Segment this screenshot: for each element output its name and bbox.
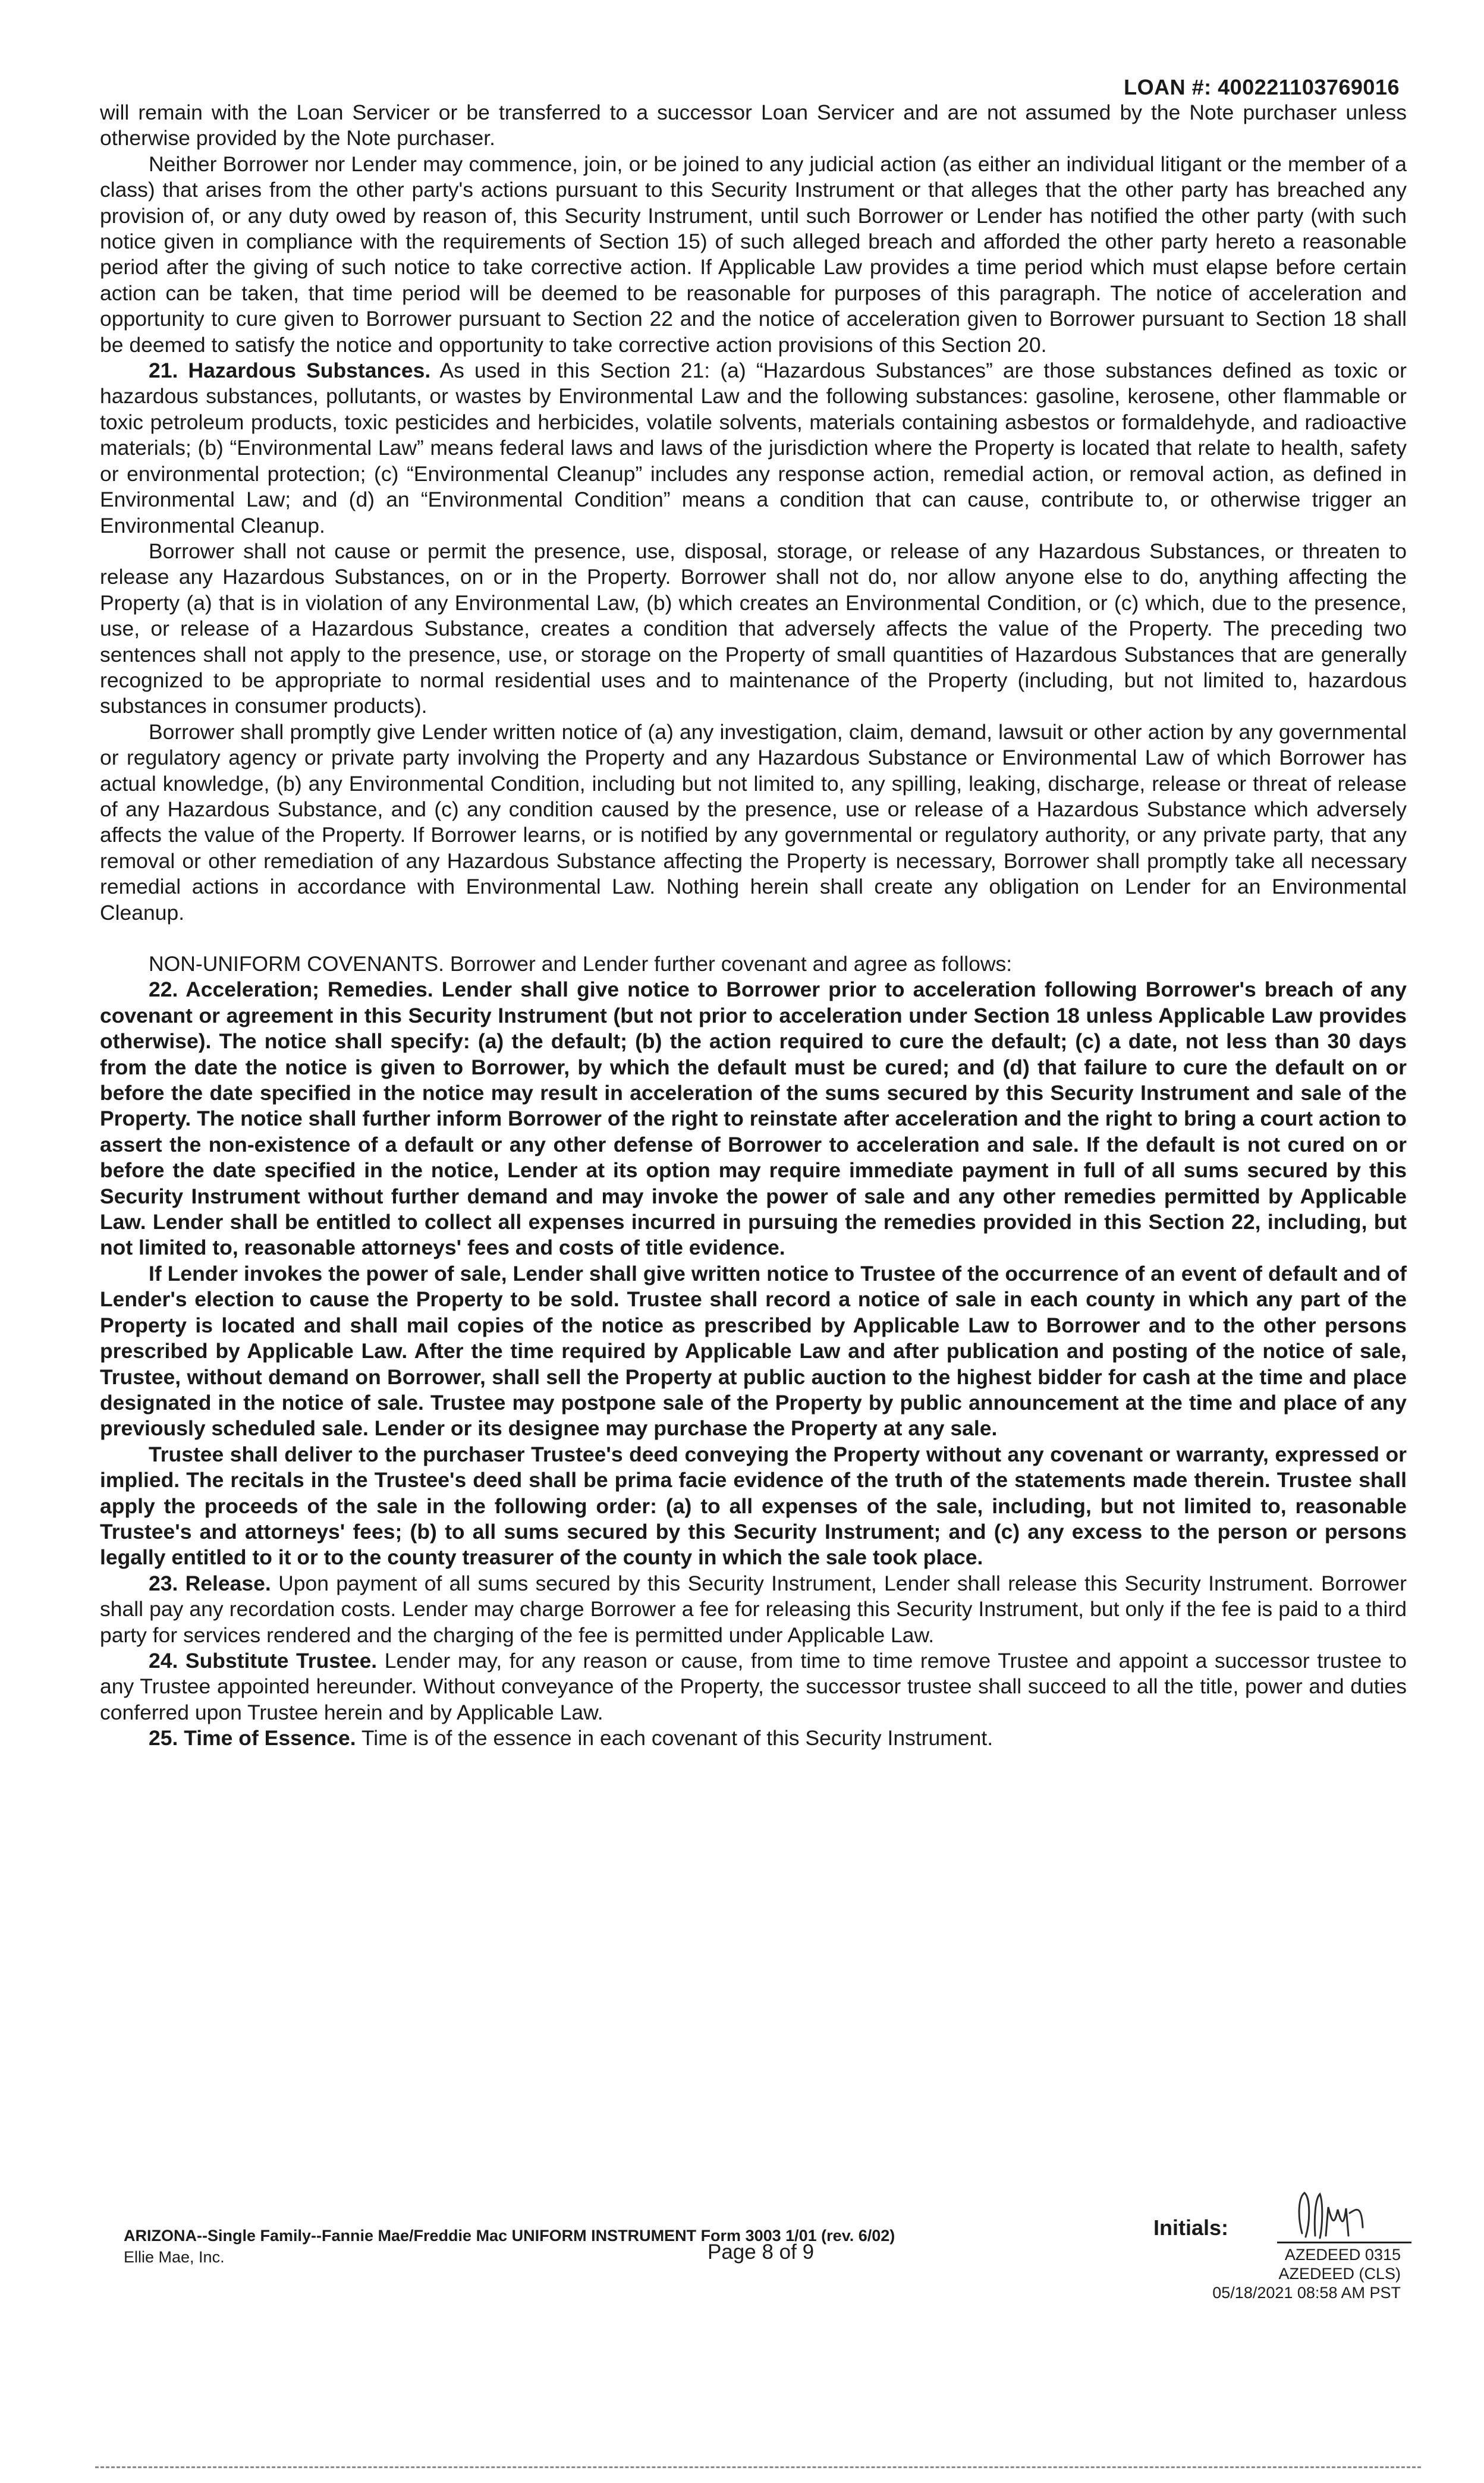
section-24-heading: 24. Substitute Trustee. bbox=[149, 1648, 378, 1673]
initials-line bbox=[1277, 2242, 1411, 2243]
section-24-substitute-trustee bbox=[100, 1648, 1407, 1725]
section-24-text: Lender may, for any reason or cause, from time to time remove Trustee and appoint a successor trustee to any Trustee appointed hereunder. Without conveyance of the Property, the successor trustee shall succeed to all the title, power and duties conferred upon Trustee herein and by Applicable Law. bbox=[100, 1648, 1407, 1724]
page-number: Page 8 of 9 bbox=[708, 2240, 815, 2264]
section-gap bbox=[100, 926, 1407, 951]
section-22-acceleration: 22. Acceleration; Remedies. Lender shall give notice to Borrower prior to acceleration following Borrower's breach of any covenant or agreement in this Security Instrument (but not prior to acceleration under Section 18 unless Applicable Law provides otherwise). The notice shall specify: (a) the default; (b) the action required to cure the default; (c) a date, not less than 30 days from the date the notice is given to Borrower, by which the default must be cured; and (d) that failure to cure the default on or before the date specified in the notice may result in acceleration of the sums secured by this Security Instrument and sale of the Property. The notice shall further inform Borrower of the right to reinstate after acceleration and the right to bring a court action to assert the non-existence of a default or any other defense of Borrower to acceleration and sale. If the default is not cured on or before the date specified in the notice, Lender at its option may require immediate payment in full of all sums secured by this Security Instrument without further demand and may invoke the power of sale and any other remedies permitted by Applicable Law. Lender shall be entitled to collect all expenses incurred in pursuing the remedies provided in this Section 22, including, but not limited to, reasonable attorneys' fees and costs of title evidence. bbox=[100, 978, 1407, 1260]
paragraph-written-notice: Borrower shall promptly give Lender written notice of (a) any investigation, claim, demand, lawsuit or other action by any governmental or regulatory agency or private party involving the Property and any Hazardous Substance or Environmental Law of which Borrower has actual knowledge, (b) any Environmental Condition, including but not limited to, any spilling, leaking, discharge, release or threat of release of any Hazardous Substance, and (c) any condition caused by the presence, use or release of a Hazardous Substance which adversely affects the value of the Property. If Borrower learns, or is notified by any governmental or regulatory authority, or any private party, that any removal or other remediation of any Hazardous Substance affecting the Property is necessary, Borrower shall promptly take all necessary remedial actions in accordance with Environmental Law. Nothing herein shall create any obligation on Lender for an Environmental Cleanup. bbox=[100, 719, 1407, 925]
paragraph-trustee-deed: Trustee shall deliver to the purchaser Trustee's deed conveying the Property without any covenant or warranty, expressed or implied. The recitals in the Trustee's deed shall be prima facie evidence of the truth of the statements made therein. Trustee shall apply the proceeds of the sale in the following order: (a) to all expenses of the sale, including, but not limited to, reasonable Trustee's and attorneys' fees; (b) to all sums secured by this Security Instrument; and (c) any excess to the person or persons legally entitled to it or to the county treasurer of the county in which the sale took place. bbox=[100, 1442, 1407, 1570]
initials-signature bbox=[1284, 2186, 1415, 2245]
footer-form-line: ARIZONA--Single Family--Fannie Mae/Freddie Mac UNIFORM INSTRUMENT Form 3003 1/01 (rev. 6/02) bbox=[124, 2227, 895, 2245]
section-21-text: As used in this Section 21: (a) “Hazardous Substances” are those substances defined as toxic or hazardous substances, pollutants, or wastes by Environmental Law and the following substances: gasoline, kerosene, other flammable or toxic petroleum products, toxic pesticides and herbicides, volatile solvents, materials containing asbestos or formaldehyde, and radioactive materials; (b) “Environmental Law” means federal laws and laws of the jurisdiction where the Property is located that relate to health, safety or environmental protection; (c) “Environmental Cleanup” includes any response action, remedial action, or removal action, as defined in Environmental Law; and (d) an “Environmental Condition” means a condition that can cause, contribute to, or otherwise trigger an Environmental Cleanup. bbox=[100, 359, 1407, 538]
section-25-time-of-essence bbox=[100, 1725, 1407, 1751]
scan-edge-artifact bbox=[95, 2466, 1421, 2468]
footer-company: Ellie Mae, Inc. bbox=[124, 2248, 225, 2266]
non-uniform-covenants: NON-UNIFORM COVENANTS. Borrower and Lender further covenant and agree as follows: bbox=[149, 952, 1013, 976]
loan-number: LOAN #: 400221103769016 bbox=[1124, 75, 1400, 99]
section-23-heading: 23. Release. bbox=[149, 1571, 271, 1595]
document-codes bbox=[1212, 2245, 1401, 2302]
initials-label: Initials: bbox=[1153, 2215, 1229, 2240]
paragraph-judicial-action: Neither Borrower nor Lender may commence, join, or be joined to any judicial action (as either an individual litigant or the member of a class) that arises from the other party's actions pursuant to this Security Instrument or that alleges that the other party has breached any provision of, or any duty owed by reason of, this Security Instrument, until such Borrower or Lender has notified the other party (with such notice given in compliance with the requirements of Section 15) of such alleged breach and afforded the other party hereto a reasonable period after the giving of such notice to take corrective action. If Applicable Law provides a time period which must elapse before certain action can be taken, that time period will be deemed to be reasonable for purposes of this paragraph. The notice of acceleration and opportunity to cure given to Borrower pursuant to Section 22 and the notice of acceleration given to Borrower pursuant to Section 18 shall be deemed to satisfy the notice and opportunity to take corrective action provisions of this Section 20. bbox=[100, 152, 1407, 357]
paragraph-borrower-shall-not: Borrower shall not cause or permit the presence, use, disposal, storage, or release of any Hazardous Substances, or threaten to release any Hazardous Substances, on or in the Property. Borrower shall not do, nor allow anyone else to do, anything affecting the Property (a) that is in violation of any Environmental Law, (b) which creates an Environmental Condition, or (c) which, due to the presence, use, or release of a Hazardous Substance, creates a condition that adversely affects the value of the Property. The preceding two sentences shall not apply to the presence, use, or storage on the Property of small quantities of Hazardous Substances that are generally recognized to be appropriate to normal residential uses and to maintenance of the Property (including, but not limited to, hazardous substances in consumer products). bbox=[100, 539, 1407, 718]
paragraph-servicer: will remain with the Loan Servicer or be transferred to a successor Loan Servicer and are not assumed by the Note purchaser unless otherwise provided by the Note purchaser. bbox=[100, 100, 1407, 150]
section-21-hazardous-substances bbox=[100, 358, 1407, 539]
doc-code-2: AZEDEED (CLS) bbox=[1278, 2265, 1401, 2283]
doc-code-1: AZEDEED 0315 bbox=[1284, 2246, 1401, 2264]
document-body bbox=[100, 100, 1407, 1752]
section-23-text: Upon payment of all sums secured by this Security Instrument, Lender shall release this Security Instrument. Borrower shall pay any recordation costs. Lender may charge Borrower a fee for releasing this Security Instrument, but only if the fee is paid to a third party for services rendered and the charging of the fee is permitted under Applicable Law. bbox=[100, 1571, 1407, 1647]
doc-timestamp: 05/18/2021 08:58 AM PST bbox=[1212, 2284, 1401, 2302]
section-21-heading: 21. Hazardous Substances. bbox=[149, 359, 431, 383]
section-25-heading: 25. Time of Essence. bbox=[149, 1726, 356, 1750]
section-23-release bbox=[100, 1571, 1407, 1648]
section-25-text: Time is of the essence in each covenant of this Security Instrument. bbox=[356, 1726, 993, 1750]
paragraph-power-of-sale: If Lender invokes the power of sale, Lender shall give written notice to Trustee of the occurrence of an event of default and of Lender's election to cause the Property to be sold. Trustee shall record a notice of sale in each county in which any part of the Property is located and shall mail copies of the notice as prescribed by Applicable Law to Borrower and to the other persons prescribed by Applicable Law. After the time required by Applicable Law and after publication and posting of the notice of sale, Trustee, without demand on Borrower, shall sell the Property at public auction to the highest bidder for cash at the time and place designated in the notice of sale. Trustee may postpone sale of the Property by public announcement at the time and place of any previously scheduled sale. Lender or its designee may purchase the Property at any sale. bbox=[100, 1261, 1407, 1441]
